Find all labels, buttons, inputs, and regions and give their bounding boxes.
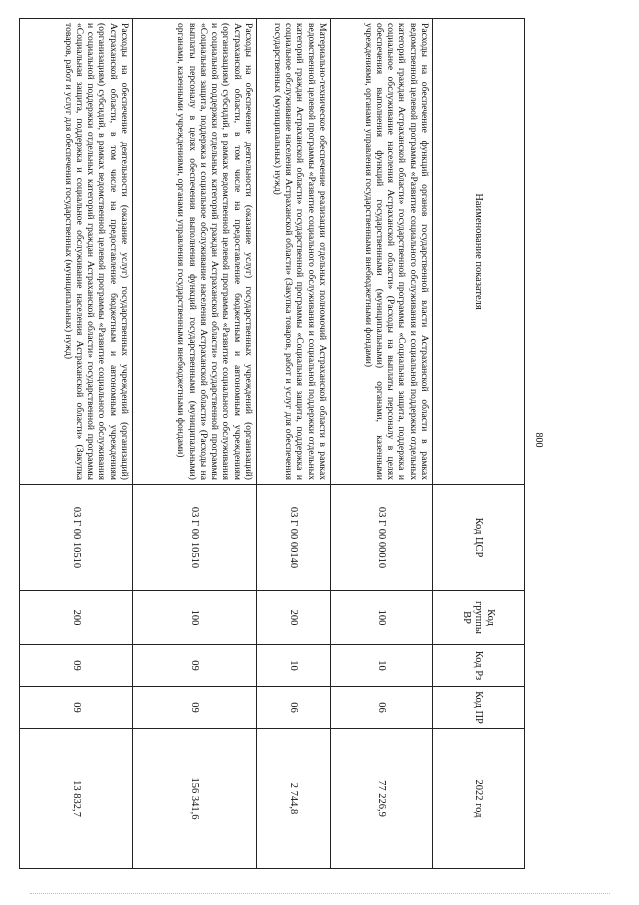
row-vr: 100 — [133, 591, 257, 645]
row-amount: 156 341,6 — [133, 729, 257, 869]
table-row — [20, 19, 133, 869]
budget-table — [19, 18, 525, 869]
row-name: Расходы на обеспечение деятельности (оказание услуг) государственных учреждений (организаций) Астраханской области, в том числе на предоставление бюджетным и автономным учреждениям (организациям) субсидий, в рамках ведомственной целевой программы «Развитие социального обслуживания и социальной поддержки отдельных категорий граждан Астраханской области» государственной программы «Социальная защита, поддержка и социальное обслуживание населения Астраханской области» (Расходы на выплаты персоналу в целях обеспечения выполнения функций государственными (муниципальными) органами, казенными учреждениями, органами управления государственными внебюджетными фондами) — [133, 19, 257, 485]
row-vr: 100 — [331, 591, 433, 645]
row-csr: 03 Г 00 10510 — [133, 485, 257, 591]
row-rz: 10 — [331, 645, 433, 687]
row-csr: 03 Г 00 00140 — [257, 485, 331, 591]
rotated-budget-table — [62, 18, 525, 868]
row-amount: 2 744,8 — [257, 729, 331, 869]
table-header-row — [433, 19, 525, 869]
row-csr: 03 Г 00 00010 — [331, 485, 433, 591]
row-pr: 09 — [133, 687, 257, 729]
row-rz: 10 — [257, 645, 331, 687]
table-row — [331, 19, 433, 869]
row-pr: 06 — [257, 687, 331, 729]
row-name: Расходы на обеспечение функций органов государственной власти Астраханской области в рамках ведомственной целевой программы «Развитие социального обслуживания и социальной поддержки отдельных категорий граждан Астраханской области» государственной программы «Социальная защита, поддержка и социальное обслуживание населения Астраханской области» (Расходы на выплаты персоналу в целях обеспечения выполнения функций государственными (муниципальными) органами, казенными учреждениями, органами управления государственными внебюджетными фондами) — [331, 19, 433, 485]
row-name: Материально-техническое обеспечение реализации отдельных полномочий Астраханской области в рамках ведомственной целевой программы «Развитие социального обслуживания и социальной поддержки отдельных категорий граждан Астраханской области» государственной программы «Социальная защита, поддержка и социальное обслуживание населения Астраханской области» (Закупка товаров, работ и услуг для обеспечения государственных (муниципальных) нужд) — [257, 19, 331, 485]
header-csr: Код ЦСР — [433, 485, 525, 591]
page-number: 800 — [533, 432, 544, 448]
row-vr: 200 — [20, 591, 133, 645]
table-row — [257, 19, 331, 869]
scan-edge-line — [30, 893, 610, 894]
row-csr: 03 Г 00 10510 — [20, 485, 133, 591]
header-vr: Код группы ВР — [433, 591, 525, 645]
row-amount: 13 832,7 — [20, 729, 133, 869]
row-amount: 77 226,9 — [331, 729, 433, 869]
table-row — [133, 19, 257, 869]
header-year: 2022 год — [433, 729, 525, 869]
row-pr: 09 — [20, 687, 133, 729]
header-pr: Код ПР — [433, 687, 525, 729]
row-rz: 09 — [133, 645, 257, 687]
row-name: Расходы на обеспечение деятельности (оказание услуг) государственных учреждений (организаций) Астраханской области, в том числе на предоставление бюджетным и автономным учреждениям (организациям) субсидий, в рамках ведомственной целевой программы «Развитие социального обслуживания и социальной поддержки отдельных категорий граждан Астраханской области» государственной программы «Социальная защита, поддержка и социальное обслуживание населения Астраханской области» (Закупка товаров, работ и услуг для обеспечения государственных (муниципальных) нужд) — [20, 19, 133, 485]
header-rz: Код Рз — [433, 645, 525, 687]
row-vr: 200 — [257, 591, 331, 645]
row-pr: 06 — [331, 687, 433, 729]
row-rz: 09 — [20, 645, 133, 687]
header-name: Наименование показателя — [433, 19, 525, 485]
